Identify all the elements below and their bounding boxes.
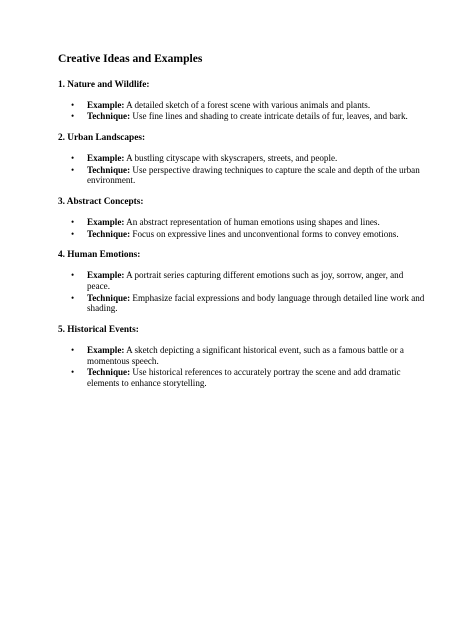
bullet-icon: • — [71, 270, 75, 281]
bullet-list — [58, 153, 428, 186]
bullet-icon: • — [71, 292, 75, 303]
list-item — [71, 153, 428, 164]
item-text: A sketch depicting a significant historical event, such as a famous battle or a momentous speech. — [87, 345, 404, 366]
bullet-icon: • — [71, 228, 75, 239]
list-item — [71, 100, 428, 111]
list-item — [71, 367, 428, 389]
bullet-icon: • — [71, 153, 75, 164]
item-label: Technique: — [87, 367, 131, 378]
item-text: Emphasize facial expressions and body language through detailed line work and shading. — [87, 292, 425, 314]
list-item — [71, 270, 428, 292]
section-heading: 4. Human Emotions: — [58, 250, 141, 261]
section-heading: 5. Historical Events: — [58, 325, 139, 336]
item-label: Example: — [87, 270, 125, 281]
item-text: A portrait series capturing different emotions such as joy, sorrow, anger, and peace. — [87, 270, 404, 292]
bullet-icon: • — [71, 164, 75, 175]
list-item — [71, 345, 428, 367]
item-text: Use fine lines and shading to create intricate details of fur, leaves, and bark. — [130, 111, 408, 122]
list-item — [71, 164, 428, 187]
section-historical-events — [58, 324, 428, 389]
item-label: Technique: — [87, 228, 131, 239]
item-text: An abstract representation of human emotions using shapes and lines. — [124, 217, 380, 228]
bullet-icon: • — [71, 217, 75, 228]
document-title: Creative Ideas and Examples — [58, 52, 203, 65]
bullet-list — [58, 345, 428, 389]
bullet-icon: • — [71, 367, 75, 378]
bullet-icon: • — [71, 111, 75, 122]
section-nature-wildlife — [58, 79, 428, 122]
bullet-list — [58, 100, 428, 122]
bullet-list — [58, 270, 428, 314]
item-label: Technique: — [87, 111, 131, 122]
item-text: A bustling cityscape with skyscrapers, streets, and people. — [124, 153, 338, 164]
section-heading: 1. Nature and Wildlife: — [58, 80, 150, 90]
item-label: Example: — [87, 217, 125, 228]
list-item — [71, 292, 428, 315]
bullet-list — [58, 217, 428, 239]
section-heading: 3. Abstract Concepts: — [58, 197, 144, 208]
item-label: Example: — [87, 345, 125, 356]
item-label: Example: — [87, 100, 125, 110]
section-urban-landscapes — [58, 132, 428, 186]
item-label: Technique: — [87, 292, 131, 303]
item-text: Focus on expressive lines and unconventional forms to convey emotions. — [130, 228, 399, 239]
list-item — [71, 228, 428, 240]
list-item — [71, 217, 428, 228]
section-heading: 2. Urban Landscapes: — [58, 133, 146, 144]
bullet-icon: • — [71, 100, 75, 110]
item-text: Use historical references to accurately portray the scene and add dramatic elements to enhance storytelling. — [87, 367, 401, 389]
bullet-icon: • — [71, 345, 75, 356]
item-label: Example: — [87, 153, 125, 164]
section-human-emotions — [58, 249, 428, 314]
item-label: Technique: — [87, 164, 131, 175]
section-abstract-concepts — [58, 196, 428, 239]
list-item — [71, 111, 428, 122]
document-page — [58, 52, 428, 399]
item-text: A detailed sketch of a forest scene with various animals and plants. — [124, 100, 371, 110]
item-text: Use perspective drawing techniques to capture the scale and depth of the urban environment. — [87, 164, 420, 186]
